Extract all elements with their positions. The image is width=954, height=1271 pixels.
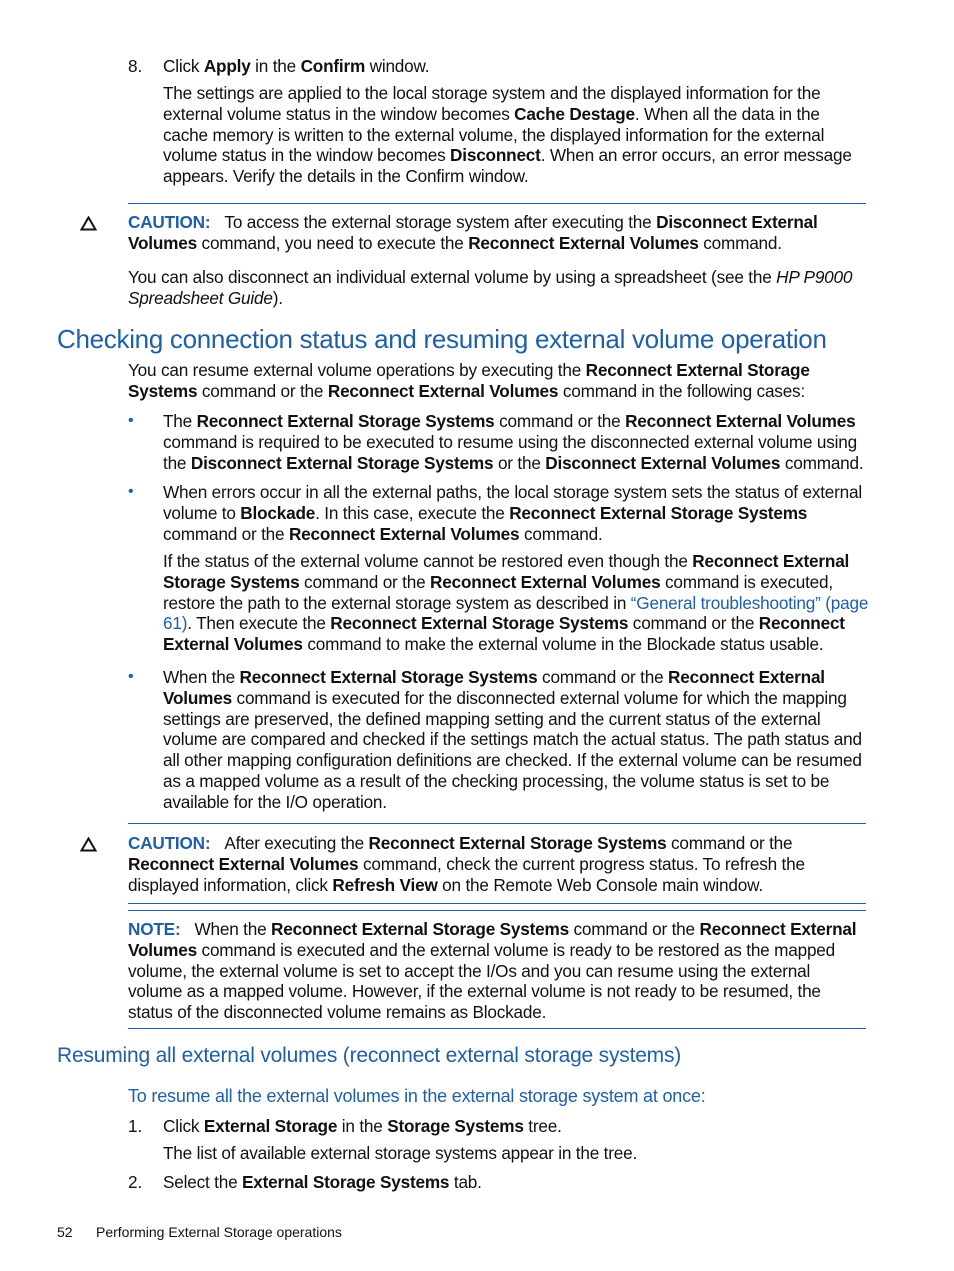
step-number: 8.	[128, 56, 143, 76]
caution-top-rule	[128, 203, 866, 204]
bullet-icon: •	[128, 483, 134, 500]
caution-box: CAUTION: To access the external storage system after executing the Disconnect External Volumes command, you need to execute the Reconnect External Volumes command.	[128, 212, 818, 253]
caution-label: CAUTION:	[128, 833, 211, 853]
step-result-paragraph: The settings are applied to the local storage system and the displayed information for the external volume status in the window becomes Cache Destage. When all the data in the cache memory is written to the external volume, the displayed information for the external volume status in the window becomes Disconnect. When an error occurs, an error message appears. Verify the details in the Confirm window.	[163, 83, 852, 187]
list-item: When the Reconnect External Storage Systems command or the Reconnect External Volumes command is executed for the disconnected external volume for which the mapping settings are preserved, the defined mapping setting and the current status of the external volume are compared and checked if the settings match the actual status. The path status and all other mapping configuration definitions are checked. If the external volume can be resumed as a mapped volume as a result of the checking processing, the volume status is set to be available for the I/O operation.	[163, 667, 862, 812]
body-paragraph: You can also disconnect an individual external volume by using a spreadsheet (see the HP P9000 Spreadsheet Guide).	[128, 267, 853, 308]
note-bottom-rule	[128, 1028, 866, 1029]
troubleshooting-link[interactable]: “General troubleshooting” (page 61)	[163, 592, 869, 634]
note-top-rule	[128, 903, 866, 904]
section-heading: Checking connection status and resuming external volume operation	[57, 324, 827, 354]
caution-top-rule	[128, 823, 866, 824]
note-box: NOTE: When the Reconnect External Storage Systems command or the Reconnect External Volumes command is executed and the external volume is ready to be restored as the mapped volume, the external volume is set to accept the I/Os and you can resume using the external volume as a mapped volume. However, if the external volume is not ready to be resumed, the status of the disconnected volume remains as Blockade.	[128, 919, 857, 1023]
note-label: NOTE:	[128, 919, 181, 939]
subsection-heading: Resuming all external volumes (reconnect external storage systems)	[57, 1044, 682, 1067]
list-item: The Reconnect External Storage Systems command or the Reconnect External Volumes command is required to be executed to resume using the disconnected external volume using the Disconnect External Storage Systems or the Disconnect External Volumes command.	[163, 411, 864, 473]
intro-paragraph: You can resume external volume operations by executing the Reconnect External Storage Systems command or the Reconnect External Volumes command in the following cases:	[128, 360, 810, 401]
step-text: Click External Storage in the Storage Systems tree.	[163, 1116, 562, 1136]
step-text: Select the External Storage Systems tab.	[163, 1172, 482, 1192]
step-result: The list of available external storage systems appear in the tree.	[163, 1143, 638, 1163]
caution-label: CAUTION:	[128, 212, 211, 232]
bullet-icon: •	[128, 668, 134, 685]
bullet-icon: •	[128, 412, 134, 429]
procedure-title: To resume all the external volumes in the external storage system at once:	[128, 1086, 706, 1106]
caution-triangle-icon	[80, 837, 97, 852]
step-text: Click Apply in the Confirm window.	[163, 56, 430, 76]
note-top-rule-second	[128, 910, 866, 911]
list-item-paragraph: If the status of the external volume cannot be restored even though the Reconnect External Storage Systems command or the Reconnect External Volumes command is executed, restore the path to the external storage system as described in “General troubleshooting” (page 61). Then execute the Reconnect External Storage Systems command or the Reconnect External Volumes command to make the external volume in the Blockade status usable.	[163, 551, 869, 655]
list-item: When errors occur in all the external paths, the local storage system sets the status of external volume to Blockade. In this case, execute the Reconnect External Storage Systems command or the Reconnect External Volumes command.	[163, 482, 863, 544]
caution-box: CAUTION: After executing the Reconnect External Storage Systems command or the Reconnect External Volumes command, check the current progress status. To refresh the displayed information, click Refresh View on the Remote Web Console main window.	[128, 833, 805, 895]
step-number: 2.	[128, 1172, 143, 1192]
caution-triangle-icon	[80, 216, 97, 231]
footer-title: Performing External Storage operations	[96, 1224, 342, 1240]
step-number: 1.	[128, 1116, 143, 1136]
page-number: 52	[57, 1224, 73, 1240]
